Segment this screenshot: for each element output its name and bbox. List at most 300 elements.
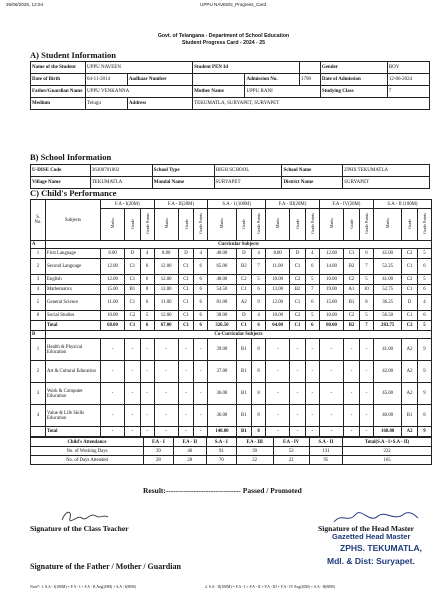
row-cell: 326.50 xyxy=(208,321,236,331)
admission-date-value: 12-06-2024 xyxy=(387,74,429,86)
row-cell: C1 xyxy=(402,311,418,321)
row-cell: 10.00 xyxy=(319,275,343,285)
row-cell: - xyxy=(319,361,343,383)
section-a-title: A) Student Information xyxy=(30,50,116,60)
result-value: Passed / Promoted xyxy=(242,486,302,495)
attendance-cell: 39 xyxy=(236,447,273,456)
row-subject: Total xyxy=(46,427,101,437)
row-cell: 9 xyxy=(417,361,431,383)
row-cell: C1 xyxy=(236,285,252,295)
row-cell: B1 xyxy=(344,295,360,311)
row-cell: 52.25 xyxy=(373,259,401,275)
table-row xyxy=(31,361,432,383)
row-cell: 4 xyxy=(417,295,431,311)
village-value: TEKUMATLA xyxy=(90,177,152,189)
attendance-cell: 39 xyxy=(144,447,174,456)
row-sno: 3 xyxy=(31,275,46,285)
class-value: 7 xyxy=(387,86,429,98)
row-cell: B2 xyxy=(290,285,306,295)
subcol-header xyxy=(290,209,306,241)
row-subject: Mathematics xyxy=(46,285,101,295)
row-cell: - xyxy=(140,383,154,405)
row-cell: C2 xyxy=(290,311,306,321)
row-cell: - xyxy=(125,405,141,427)
row-cell: 54.50 xyxy=(208,285,236,295)
row-cell: 6 xyxy=(252,285,266,295)
attendance-header: F.A - III xyxy=(236,438,273,447)
subcol-header xyxy=(125,209,141,241)
exam-header: F.A - III(20M) xyxy=(266,200,320,209)
row-cell: C2 xyxy=(402,249,418,259)
subcol-label: Marks xyxy=(328,218,334,229)
row-cell: 39.00 xyxy=(208,339,236,361)
row-cell: C1 xyxy=(236,321,252,331)
row-cell: - xyxy=(305,339,319,361)
subcol-header xyxy=(140,209,154,241)
row-cell: 6 xyxy=(194,311,208,321)
row-cell: 65.00 xyxy=(208,259,236,275)
mother-value: UPPU RANI xyxy=(245,86,320,98)
row-cell: - xyxy=(125,427,141,437)
row-cell: 6 xyxy=(252,321,266,331)
row-cell: 7 xyxy=(359,259,373,275)
row-subject: Social Studies xyxy=(46,311,101,321)
attendance-header: F.A - IV xyxy=(273,438,309,447)
subcol-label: Marks xyxy=(110,218,116,229)
gender-value: BOY xyxy=(387,62,429,74)
row-cell: - xyxy=(359,383,373,405)
row-cell: - xyxy=(344,361,360,383)
stamp-line-1: Gazetted Head Master xyxy=(332,532,411,541)
row-sno xyxy=(31,427,46,437)
school-name-label: School Name xyxy=(282,165,343,177)
row-cell: C2 xyxy=(344,311,360,321)
row-cell: 37.00 xyxy=(208,361,236,383)
row-cell: 11.00 xyxy=(154,295,178,311)
row-cell: 6 xyxy=(194,321,208,331)
school-name-value: ZPHS TEKUMATLA xyxy=(343,165,430,177)
table-row xyxy=(31,295,432,311)
row-cell: 4 xyxy=(194,249,208,259)
row-cell: 42.00 xyxy=(373,361,401,383)
row-cell: A2 xyxy=(402,361,418,383)
row-cell: - xyxy=(178,339,194,361)
admission-no-label: Admission No. xyxy=(245,74,300,86)
attendance-cell: No. of Days Attended xyxy=(31,456,144,465)
row-cell: - xyxy=(101,427,125,437)
row-cell: 8.00 xyxy=(101,249,125,259)
row-cell: 8.00 xyxy=(266,249,290,259)
row-cell: 41.00 xyxy=(373,339,401,361)
row-sno: 6 xyxy=(31,311,46,321)
subcol-header xyxy=(208,209,236,241)
row-cell: C1 xyxy=(402,285,418,295)
row-cell: - xyxy=(319,405,343,427)
row-cell: C2 xyxy=(344,275,360,285)
row-subject: Value & Life Skills Education xyxy=(46,405,101,427)
head-master-signature: Signature of the Head Master xyxy=(318,524,415,533)
row-cell: 9 xyxy=(417,339,431,361)
mandal-value: SURYAPET xyxy=(214,177,282,189)
attendance-header: F.A - II xyxy=(173,438,206,447)
row-cell: 68.00 xyxy=(101,321,125,331)
address-label: Address xyxy=(127,98,192,110)
row-cell: 6 xyxy=(359,249,373,259)
admission-no-value: 1790 xyxy=(300,74,321,86)
row-cell: - xyxy=(125,361,141,383)
section-b-title: B) School Information xyxy=(30,152,112,162)
row-sno: 4 xyxy=(31,285,46,295)
student-name: UPPU NAVEEN xyxy=(86,62,193,74)
attendance-header: S.A - I xyxy=(206,438,236,447)
result-label: Result: xyxy=(143,486,166,495)
subcol-header xyxy=(417,209,431,241)
row-cell: C1 xyxy=(125,259,141,275)
row-cell: - xyxy=(344,427,360,437)
row-cell: 41.00 xyxy=(373,275,401,285)
row-cell: 14.00 xyxy=(319,259,343,275)
row-cell: B1 xyxy=(236,427,252,437)
attendance-cell: 22 xyxy=(236,456,273,465)
medium-value: Telugu xyxy=(86,98,128,110)
row-cell: B1 xyxy=(236,405,252,427)
govt-line: Govt. of Telangana - Department of School Education xyxy=(157,33,290,39)
row-cell: 9 xyxy=(252,295,266,311)
row-cell: 12.00 xyxy=(154,259,178,275)
row-cell: C2 xyxy=(402,321,418,331)
row-cell: C2 xyxy=(290,275,306,285)
row-cell: 52.75 xyxy=(373,285,401,295)
row-cell: 6 xyxy=(305,295,319,311)
row-cell: - xyxy=(154,361,178,383)
row-cell: 8 xyxy=(252,339,266,361)
row-cell: 4 xyxy=(305,249,319,259)
row-cell: - xyxy=(194,427,208,437)
row-subject: Work & Computer Education xyxy=(46,383,101,405)
subcol-label: Grade Points xyxy=(363,213,369,234)
district-label: District Name xyxy=(282,177,343,189)
row-cell: 6 xyxy=(194,295,208,311)
row-cell: - xyxy=(266,339,290,361)
sno-header: S. No. xyxy=(31,200,46,241)
row-cell: A2 xyxy=(402,427,418,437)
row-cell: B1 xyxy=(236,383,252,405)
subcol-label: Grade xyxy=(183,218,189,229)
row-cell: 40.00 xyxy=(208,249,236,259)
table-row xyxy=(31,259,432,275)
mother-label: Mother Name xyxy=(193,86,245,98)
row-cell: D xyxy=(178,249,194,259)
row-cell: 6 xyxy=(140,295,154,311)
row-cell: - xyxy=(305,383,319,405)
result-dashes: ------------------------------ xyxy=(165,486,241,495)
attendance-table xyxy=(30,437,432,465)
row-cell: - xyxy=(154,339,178,361)
student-info-table xyxy=(30,61,430,110)
row-cell: 6 xyxy=(305,321,319,331)
row-cell: 5 xyxy=(417,321,431,331)
footnote-2: 2. S.A - II(100M) = F.A - I + F.A - II + F.A - III + F.A - IV Avg(20M) + S.A - II(80M) xyxy=(205,585,335,589)
row-cell: 15.00 xyxy=(319,295,343,311)
udise-label: U-DISE Code xyxy=(31,165,91,177)
row-cell: B1 xyxy=(402,405,418,427)
row-cell: C1 xyxy=(125,275,141,285)
print-datetime: 26/06/2025, 12:04 xyxy=(6,2,44,7)
row-cell: 12.00 xyxy=(266,295,290,311)
row-cell: 168.00 xyxy=(373,427,401,437)
group-code: B xyxy=(31,331,46,339)
row-cell: A1 xyxy=(344,285,360,295)
row-cell: - xyxy=(178,427,194,437)
row-cell: 5 xyxy=(252,275,266,285)
class-label: Studying Class xyxy=(320,86,387,98)
row-cell: 5 xyxy=(417,275,431,285)
row-cell: 12.00 xyxy=(319,249,343,259)
row-cell: C2 xyxy=(236,275,252,285)
row-cell: - xyxy=(101,361,125,383)
attendance-row xyxy=(31,447,432,456)
row-cell: 7 xyxy=(305,285,319,295)
table-row xyxy=(31,339,432,361)
subcol-label: Marks xyxy=(163,218,169,229)
row-cell: - xyxy=(290,405,306,427)
table-row xyxy=(31,405,432,427)
row-cell: C1 xyxy=(178,321,194,331)
row-cell: 6 xyxy=(305,259,319,275)
subcol-header xyxy=(266,209,290,241)
table-row xyxy=(31,249,432,259)
school-type-label: School Type xyxy=(152,165,214,177)
pen-value xyxy=(300,62,321,74)
row-cell: 6 xyxy=(194,285,208,295)
row-cell: 7 xyxy=(359,321,373,331)
attendance-cell: 91 xyxy=(206,447,236,456)
row-cell: - xyxy=(125,339,141,361)
row-cell: 9 xyxy=(417,383,431,405)
aadhaar-label: Aadhaar Number xyxy=(127,74,192,86)
row-cell: C1 xyxy=(125,295,141,311)
row-cell: - xyxy=(125,383,141,405)
row-cell: 8 xyxy=(252,405,266,427)
row-cell: - xyxy=(305,361,319,383)
row-cell: - xyxy=(266,383,290,405)
row-cell: 10.00 xyxy=(266,275,290,285)
row-subject: First Language xyxy=(46,249,101,259)
row-cell: - xyxy=(359,361,373,383)
row-cell: 5 xyxy=(359,311,373,321)
table-row xyxy=(31,285,432,295)
school-type-value: HIGH SCHOOL xyxy=(214,165,282,177)
row-cell: A2 xyxy=(236,295,252,311)
row-cell: - xyxy=(266,405,290,427)
village-label: Village Name xyxy=(31,177,91,189)
stamp-line-3: Mdl. & Dist: Suryapet. xyxy=(327,556,415,566)
row-cell: 12.00 xyxy=(154,285,178,295)
row-cell: 8.00 xyxy=(154,249,178,259)
row-sno: 5 xyxy=(31,295,46,311)
footnote-1: Note*: 1. S.A - I(100M) = F.A - I + F.A - II Avg(20M) + S.A - I(80M) xyxy=(30,585,136,589)
row-cell: 8 xyxy=(417,405,431,427)
address-value: TEKUMATLA, SURYAPET, SURYAPET xyxy=(193,98,430,110)
row-cell: - xyxy=(266,427,290,437)
exam-header: F.A - II(20M) xyxy=(154,200,208,209)
row-cell: 8 xyxy=(140,285,154,295)
row-cell: 6 xyxy=(417,311,431,321)
subcol-label: Grade Points xyxy=(421,213,427,234)
row-sno: 1 xyxy=(31,249,46,259)
subcol-header xyxy=(101,209,125,241)
subcol-label: Grade Points xyxy=(144,213,150,234)
row-cell: - xyxy=(194,383,208,405)
row-cell: 12.00 xyxy=(154,275,178,285)
subcol-label: Grade Points xyxy=(198,213,204,234)
document-title: UPPU NAVEEN_Progress_Card xyxy=(200,2,267,7)
row-cell: - xyxy=(319,427,343,437)
row-cell: - xyxy=(319,383,343,405)
row-cell: 10.00 xyxy=(266,311,290,321)
subcol-header xyxy=(194,209,208,241)
row-subject: English xyxy=(46,275,101,285)
row-subject: General Science xyxy=(46,295,101,311)
attendance-header: F.A - I xyxy=(144,438,174,447)
row-cell: 36.25 xyxy=(373,295,401,311)
row-cell: - xyxy=(266,361,290,383)
group-title: Curricular Subjects xyxy=(46,241,432,249)
stamp-line-2: ZPHS. TEKUMATLA, xyxy=(340,543,423,553)
progress-card-line: Student Progress Card - 2024 - 25 xyxy=(181,40,266,46)
school-info-table xyxy=(30,164,430,189)
curricular-group-row xyxy=(31,241,432,249)
row-cell: C1 xyxy=(178,295,194,311)
row-cell: 6 xyxy=(417,259,431,275)
row-cell: 11.00 xyxy=(101,295,125,311)
row-cell: - xyxy=(344,405,360,427)
row-cell: - xyxy=(154,383,178,405)
subcol-label: Grade xyxy=(407,218,413,229)
row-cell: 80.00 xyxy=(319,321,343,331)
row-cell: - xyxy=(359,427,373,437)
result-line xyxy=(143,486,302,495)
row-cell: 7 xyxy=(252,259,266,275)
row-sno: 1 xyxy=(31,339,46,361)
row-cell: - xyxy=(178,383,194,405)
row-cell: 36.00 xyxy=(208,383,236,405)
row-cell: - xyxy=(154,427,178,437)
row-cell: - xyxy=(359,339,373,361)
row-subject: Art & Cultural Education xyxy=(46,361,101,383)
row-cell: - xyxy=(194,339,208,361)
table-row xyxy=(31,427,432,437)
row-cell: 12.00 xyxy=(154,311,178,321)
subcol-header xyxy=(344,209,360,241)
row-sno: 3 xyxy=(31,383,46,405)
row-cell: 8 xyxy=(252,427,266,437)
row-cell: C1 xyxy=(402,259,418,275)
row-cell: - xyxy=(194,361,208,383)
table-row xyxy=(31,321,432,331)
subcol-label: Grade Points xyxy=(256,213,262,234)
row-cell: D xyxy=(290,249,306,259)
exam-header: S.A - I (100M) xyxy=(208,200,266,209)
class-teacher-signature: Signature of the Class Teacher xyxy=(30,524,129,533)
gender-label: Gender xyxy=(320,62,387,74)
row-cell: 6 xyxy=(140,259,154,275)
row-cell: - xyxy=(290,427,306,437)
row-cell: 81.00 xyxy=(208,295,236,311)
dob-value: 04-11-2014 xyxy=(86,74,128,86)
row-cell: - xyxy=(101,339,125,361)
row-cell: 4 xyxy=(140,249,154,259)
row-cell: 45.00 xyxy=(373,383,401,405)
row-cell: C1 xyxy=(178,259,194,275)
row-sno: 2 xyxy=(31,361,46,383)
row-cell: - xyxy=(101,405,125,427)
table-row xyxy=(31,311,432,321)
row-cell: - xyxy=(290,383,306,405)
row-cell: - xyxy=(290,339,306,361)
row-cell: 45.00 xyxy=(373,249,401,259)
row-sno: 2 xyxy=(31,259,46,275)
exam-header: F.A - I(20M) xyxy=(101,200,155,209)
row-cell: - xyxy=(140,339,154,361)
row-cell: - xyxy=(344,383,360,405)
row-cell: C1 xyxy=(178,311,194,321)
row-cell: 36.00 xyxy=(208,405,236,427)
row-cell: B2 xyxy=(236,259,252,275)
row-cell: - xyxy=(140,427,154,437)
row-cell: - xyxy=(344,339,360,361)
row-cell: - xyxy=(290,361,306,383)
row-cell: 11.00 xyxy=(266,259,290,275)
row-cell: 4 xyxy=(252,249,266,259)
row-cell: 6 xyxy=(194,275,208,285)
subcol-header xyxy=(236,209,252,241)
row-cell: 5 xyxy=(305,311,319,321)
group-code: A xyxy=(31,241,46,249)
row-cell: 9 xyxy=(417,427,431,437)
district-value: SURYAPET xyxy=(343,177,430,189)
row-cell: 5 xyxy=(305,275,319,285)
attendance-cell: 95 xyxy=(309,456,343,465)
row-cell: D xyxy=(236,311,252,321)
father-value: UPPU VENKANNA xyxy=(86,86,193,98)
row-cell: 13.00 xyxy=(266,285,290,295)
pen-label: Student PEN Id xyxy=(193,62,300,74)
row-cell: 10.00 xyxy=(101,311,125,321)
admission-date-label: Date of Admission xyxy=(320,74,387,86)
subcol-header xyxy=(178,209,194,241)
row-cell: A2 xyxy=(402,339,418,361)
row-cell: 4 xyxy=(252,311,266,321)
mandal-label: Mandal Name xyxy=(152,177,214,189)
exam-header: F.A - IV(20M) xyxy=(319,200,373,209)
row-cell: 8 xyxy=(359,295,373,311)
row-cell: - xyxy=(194,405,208,427)
row-cell: C1 xyxy=(178,285,194,295)
attendance-cell: No. of Working Days xyxy=(31,447,144,456)
attendance-header: Total(S.A - I+S.A - II) xyxy=(343,438,432,447)
row-cell: D xyxy=(402,295,418,311)
row-cell: 67.00 xyxy=(154,321,178,331)
row-cell: - xyxy=(178,405,194,427)
attendance-cell: 46 xyxy=(173,447,206,456)
subcol-label: Grade xyxy=(241,218,247,229)
row-cell: 5 xyxy=(417,249,431,259)
row-cell: 15.00 xyxy=(101,285,125,295)
attendance-row xyxy=(31,456,432,465)
subcol-label: Marks xyxy=(219,218,225,229)
subcol-label: Marks xyxy=(385,218,391,229)
